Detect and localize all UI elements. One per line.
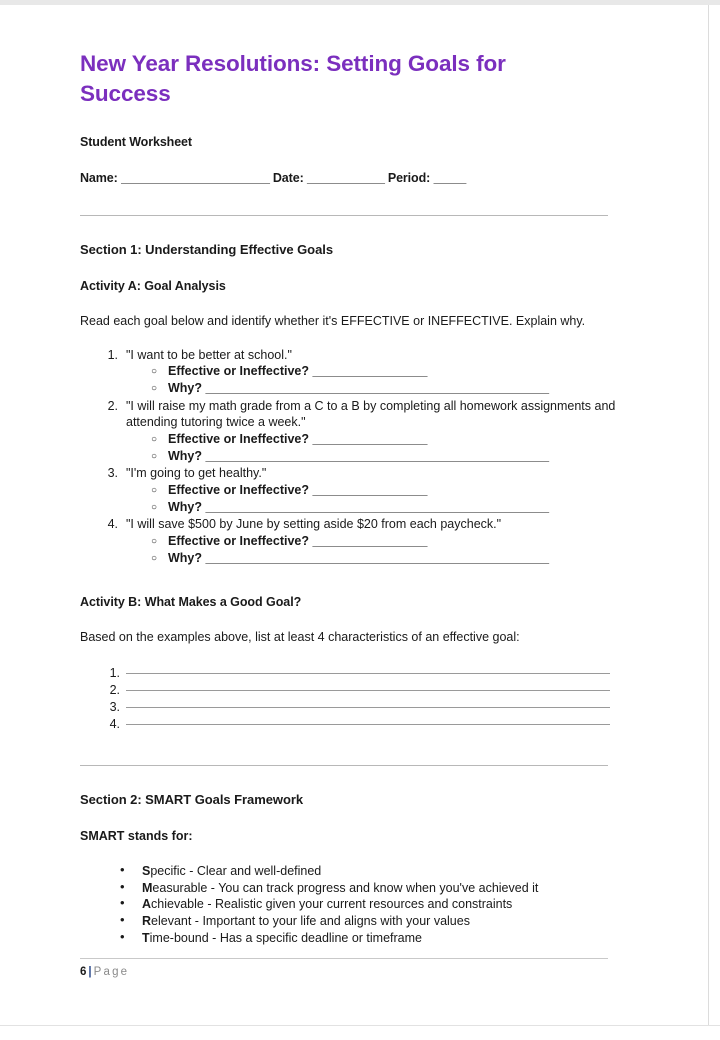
goal-item — [96, 516, 620, 567]
effective-answer-blank[interactable]: __________________ — [312, 482, 427, 497]
smart-initial: M — [142, 880, 153, 895]
footer-separator: | — [88, 966, 92, 978]
bullet-dot-icon: • — [120, 861, 125, 877]
goal-text: "I want to be better at school." — [126, 347, 292, 362]
activity-a-heading: Activity A: Goal Analysis — [80, 278, 226, 293]
characteristic-answer-line[interactable] — [126, 707, 610, 708]
why-prompt-row — [151, 499, 620, 516]
bullet-dot-icon: • — [120, 895, 125, 911]
bullet-dot-icon: • — [120, 912, 125, 928]
characteristic-answer-line[interactable] — [126, 690, 610, 691]
circle-bullet-icon: ○ — [151, 484, 158, 496]
section-2-heading: Section 2: SMART Goals Framework — [80, 791, 304, 807]
effective-prompt-row — [151, 533, 620, 550]
goal-number: 2. — [107, 398, 118, 413]
goal-analysis-list — [80, 347, 620, 568]
activity-b-heading: Activity B: What Makes a Good Goal? — [80, 595, 302, 610]
goal-item — [96, 347, 620, 398]
characteristic-row — [80, 699, 620, 716]
smart-bullet-item — [120, 880, 620, 897]
effective-label: Effective or Ineffective? — [168, 364, 310, 379]
circle-bullet-icon: ○ — [151, 552, 158, 564]
smart-bullet-list — [80, 863, 620, 947]
effective-prompt-row — [151, 482, 620, 499]
goal-text: "I will save $500 by June by setting aside $20 from each paycheck." — [126, 517, 502, 532]
why-prompt-row — [151, 380, 620, 397]
smart-text: elevant - Important to your life and aligns with your values — [151, 914, 470, 929]
effective-answer-blank[interactable]: __________________ — [312, 533, 427, 548]
activity-b-instructions: Based on the examples above, list at least 4 characteristics of an effective goal: — [80, 630, 520, 645]
effective-label: Effective or Ineffective? — [168, 533, 310, 548]
smart-bullet-item — [120, 863, 620, 880]
circle-bullet-icon: ○ — [151, 366, 158, 378]
goal-number: 1. — [107, 347, 118, 362]
goal-number: 4. — [107, 517, 118, 532]
characteristic-row — [80, 682, 620, 699]
circle-bullet-icon: ○ — [151, 450, 158, 462]
circle-bullet-icon: ○ — [151, 433, 158, 445]
goal-response-list — [126, 363, 620, 398]
why-label: Why? — [168, 499, 203, 514]
smart-initial: A — [142, 897, 152, 912]
page-content — [0, 5, 708, 1025]
circle-bullet-icon: ○ — [151, 501, 158, 513]
name-blank-field[interactable]: _______________________ — [121, 170, 270, 185]
characteristic-row — [80, 665, 620, 682]
smart-initial: S — [142, 863, 151, 878]
divider-rule-top — [80, 215, 608, 216]
goal-response-list — [126, 533, 620, 568]
why-answer-blank[interactable]: ______________________________________________________ — [205, 448, 549, 463]
period-label: Period: — [387, 170, 431, 185]
characteristic-number: 2. — [109, 683, 120, 698]
characteristic-number: 3. — [109, 700, 120, 715]
smart-text: pecific - Clear and well-defined — [150, 863, 322, 878]
page-title: New Year Resolutions: Setting Goals for Success — [80, 51, 506, 106]
effective-answer-blank[interactable]: __________________ — [312, 364, 427, 379]
date-label: Date: — [272, 170, 304, 185]
why-label: Why? — [168, 381, 203, 396]
effective-answer-blank[interactable]: __________________ — [312, 431, 427, 446]
effective-label: Effective or Ineffective? — [168, 431, 310, 446]
page-footer — [80, 958, 620, 978]
goal-number: 3. — [107, 466, 118, 481]
smart-bullet-item — [120, 896, 620, 913]
characteristic-answer-line[interactable] — [126, 673, 610, 674]
characteristic-answer-line[interactable] — [126, 724, 610, 725]
why-label: Why? — [168, 550, 203, 565]
section-1-heading: Section 1: Understanding Effective Goals — [80, 241, 333, 257]
effective-prompt-row — [151, 363, 620, 380]
footer-page-number: 6 — [80, 966, 87, 978]
student-identity-line — [80, 171, 620, 185]
goal-item — [96, 398, 620, 466]
footer-page-word: Page — [93, 966, 130, 978]
goal-text: "I will raise my math grade from a C to a B by completing all homework assignments and attending tutoring twice a week." — [126, 398, 616, 430]
smart-initial: T — [142, 930, 150, 945]
circle-bullet-icon: ○ — [151, 383, 158, 395]
goal-response-list — [126, 482, 620, 517]
circle-bullet-icon: ○ — [151, 535, 158, 547]
smart-bullet-item — [120, 913, 620, 930]
characteristic-number: 4. — [109, 717, 120, 732]
name-label: Name: — [80, 170, 118, 185]
why-prompt-row — [151, 448, 620, 465]
why-answer-blank[interactable]: ______________________________________________________ — [205, 550, 549, 565]
divider-rule-mid — [80, 765, 608, 766]
footer-rule — [80, 958, 608, 959]
goal-response-list — [126, 431, 620, 466]
smart-text: chievable - Realistic given your current resources and constraints — [151, 897, 513, 912]
smart-bullet-item — [120, 930, 620, 947]
effective-prompt-row — [151, 431, 620, 448]
why-answer-blank[interactable]: ______________________________________________________ — [205, 381, 549, 396]
why-prompt-row — [151, 550, 620, 567]
smart-initial: R — [142, 914, 152, 929]
why-label: Why? — [168, 448, 203, 463]
characteristics-answer-list — [80, 665, 620, 733]
footer-text — [80, 966, 620, 978]
document-subtitle: Student Worksheet — [80, 134, 192, 149]
smart-text: easurable - You can track progress and know when you've achieved it — [152, 880, 539, 895]
period-blank-field[interactable]: _____ — [433, 170, 466, 185]
page-bottom-edge — [0, 1025, 720, 1040]
why-answer-blank[interactable]: ______________________________________________________ — [205, 499, 549, 514]
characteristic-row — [80, 716, 620, 733]
bullet-dot-icon: • — [120, 928, 125, 944]
goal-item — [96, 465, 620, 516]
date-blank-field[interactable]: ____________ — [307, 170, 385, 185]
smart-lead-text: SMART stands for: — [80, 828, 193, 843]
activity-a-instructions: Read each goal below and identify whether it's EFFECTIVE or INEFFECTIVE. Explain why. — [80, 313, 586, 328]
characteristic-number: 1. — [109, 666, 120, 681]
effective-label: Effective or Ineffective? — [168, 482, 310, 497]
goal-text: "I'm going to get healthy." — [126, 466, 267, 481]
bullet-dot-icon: • — [120, 878, 125, 894]
smart-text: ime-bound - Has a specific deadline or timeframe — [149, 930, 422, 945]
page-right-edge-rule — [708, 5, 709, 1025]
